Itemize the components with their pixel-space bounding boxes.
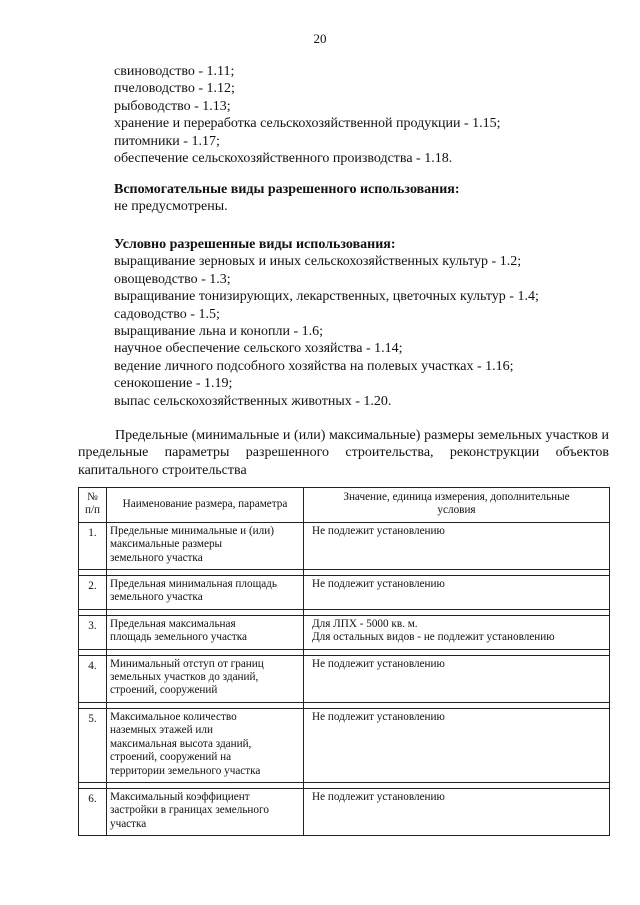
row-name-line: участка [110, 817, 147, 830]
list-item: выпас сельскохозяйственных животных - 1.20. [114, 393, 392, 409]
list-item: овощеводство - 1.3; [114, 271, 231, 287]
table-header-row [79, 488, 610, 523]
list-item: хранение и переработка сельскохозяйственной продукции - 1.15; [114, 116, 501, 132]
list-item: выращивание зерновых и иных сельскохозяйственных культур - 1.2; [114, 254, 522, 270]
row-name-line: строений, сооружений [110, 684, 218, 697]
row-name-line: застройки в границах земельного [110, 804, 269, 817]
parameters-table [78, 487, 610, 836]
row-name [107, 655, 304, 702]
header-name-text: Наименование размера, параметра [122, 497, 288, 510]
row-name [107, 708, 304, 782]
header-num-line: п/п [84, 504, 101, 517]
row-name-line: Предельная максимальная [110, 617, 236, 630]
row-name-line: территории земельного участка [110, 764, 261, 777]
header-name [107, 488, 304, 523]
table-row [79, 788, 610, 835]
row-value [304, 708, 610, 782]
row-value-line: Не подлежит установлению [312, 710, 445, 723]
page-number: 20 [313, 31, 327, 46]
row-name-line: Предельная минимальная площадь [110, 578, 277, 591]
table-row [79, 655, 610, 702]
list-item: выращивание тонизирующих, лекарственных, цветочных культур - 1.4; [114, 289, 539, 305]
row-name-line: земельного участка [110, 551, 203, 564]
header-value-line: Значение, единица измерения, дополнительные [343, 491, 570, 503]
list-item: питомники - 1.17; [114, 133, 220, 149]
list-item: научное обеспечение сельского хозяйства - 1.14; [114, 341, 403, 357]
table-row [79, 708, 610, 782]
row-name-line: Предельные минимальные и (или) [110, 524, 274, 537]
auxiliary-uses-text: не предусмотрены. [114, 199, 228, 215]
list-item: садоводство - 1.5; [114, 306, 220, 322]
row-value [304, 576, 610, 610]
permitted-uses-list [114, 63, 594, 167]
list-item: обеспечение сельскохозяйственного производства - 1.18. [114, 151, 453, 167]
row-name [107, 522, 304, 569]
row-value-line: Не подлежит установлению [312, 790, 445, 803]
row-name [107, 788, 304, 835]
row-num: 3. [79, 615, 107, 649]
header-num [79, 488, 107, 523]
table-row [79, 615, 610, 649]
row-value [304, 788, 610, 835]
row-value-line: Не подлежит установлению [312, 657, 445, 670]
header-value [304, 488, 610, 523]
list-item: пчеловодство - 1.12; [114, 81, 235, 97]
row-name-line: Максимальное количество [110, 710, 237, 723]
list-item: выращивание льна и конопли - 1.6; [114, 324, 324, 340]
row-name [107, 615, 304, 649]
row-name-line: наземных этажей или [110, 724, 213, 737]
row-num: 4. [79, 655, 107, 702]
row-value [304, 655, 610, 702]
row-num: 5. [79, 708, 107, 782]
row-name-line: строений, сооружений на [110, 751, 232, 764]
row-name-line: площадь земельного участка [110, 631, 248, 644]
list-item: ведение личного подсобного хозяйства на полевых участках - 1.16; [114, 358, 514, 374]
list-item: рыбоводство - 1.13; [114, 98, 231, 114]
auxiliary-uses-section [114, 181, 594, 216]
intro-paragraph: Предельные (минимальные и (или) максимальные) размеры земельных участков и предельные параметры разрешенного строительства, реконструкции объектов капитального строительства [78, 428, 609, 478]
table-row [79, 522, 610, 569]
conditional-uses-heading: Условно разрешенные виды использования: [114, 237, 396, 252]
row-name-line: Минимальный отступ от границ [110, 657, 264, 670]
row-name-line: земельного участка [110, 591, 203, 604]
auxiliary-uses-heading: Вспомогательные виды разрешенного использования: [114, 182, 460, 197]
row-name-line: Максимальный коэффициент [110, 790, 250, 803]
header-value-line: условия [437, 504, 476, 517]
conditional-uses-section [114, 236, 594, 410]
row-value [304, 615, 610, 649]
table-row [79, 576, 610, 610]
row-value [304, 522, 610, 569]
row-name [107, 576, 304, 610]
row-num: 1. [79, 522, 107, 569]
row-value-line: Для ЛПХ - 5000 кв. м. [312, 617, 418, 630]
row-value-line: Для остальных видов - не подлежит установлению [312, 631, 555, 644]
row-name-line: максимальная высота зданий, [110, 737, 252, 750]
row-value-line: Не подлежит установлению [312, 524, 445, 537]
list-item: сенокошение - 1.19; [114, 376, 233, 392]
row-num: 2. [79, 576, 107, 610]
row-name-line: максимальные размеры [110, 538, 223, 551]
row-name-line: земельных участков до зданий, [110, 671, 259, 684]
header-num-line: № [87, 491, 98, 503]
row-value-line: Не подлежит установлению [312, 578, 445, 591]
row-num: 6. [79, 788, 107, 835]
list-item: свиноводство - 1.11; [114, 64, 235, 79]
